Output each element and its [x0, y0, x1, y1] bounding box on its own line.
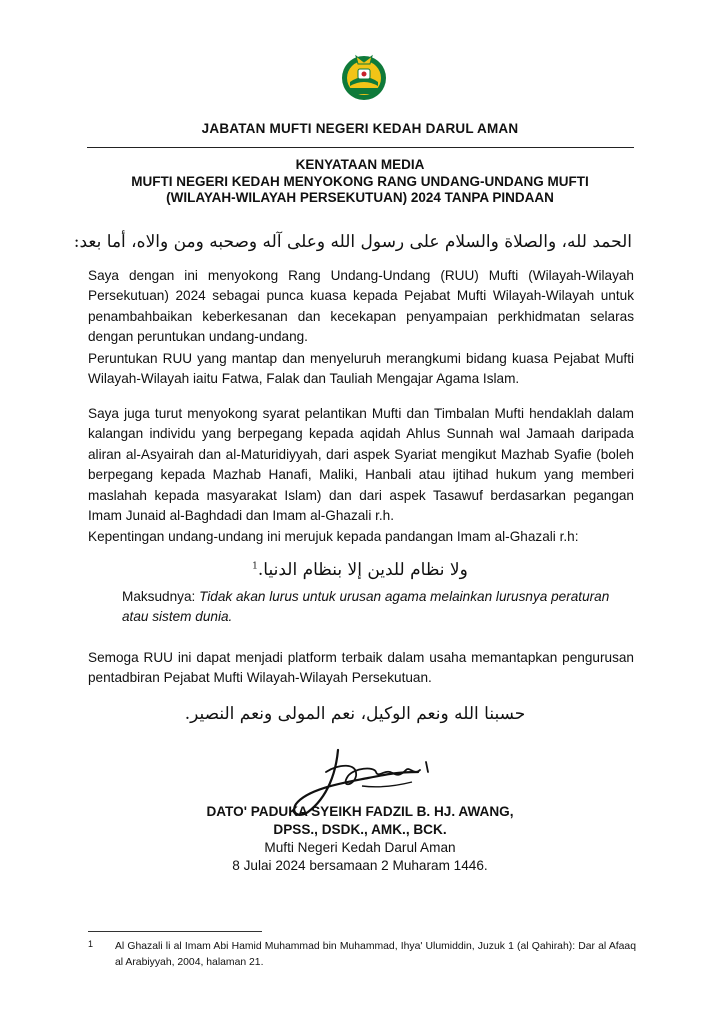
signatory-name: DATO' PADUKA SYEIKH FADZIL B. HJ. AWANG, — [206, 804, 514, 819]
organization-name: JABATAN MUFTI NEGERI KEDAH DARUL AMAN — [201, 121, 519, 136]
quote-meaning — [122, 587, 618, 628]
paragraph-1: Saya dengan ini menyokong Rang Undang-Undang (RUU) Mufti (Wilayah-Wilayah Persekutuan) 2024 sebagai punca kuasa kepada Pejabat Mufti Wilayah-Wilayah untuk penambahbaikan keberkesanan dan kecekapan penyampaian perkhidmatan selaras dengan peruntukan undang-undang. — [88, 268, 634, 345]
paragraph-closing: Semoga RUU ini dapat menjadi platform terbaik dalam usaha memantapkan pengurusan pentadbiran Pejabat Mufti Wilayah-Wilayah Persekutuan. — [88, 650, 634, 686]
header-divider — [87, 147, 634, 148]
meaning-label: Maksudnya: — [122, 589, 196, 604]
arabic-opening: الحمد لله، والصلاة والسلام على رسول الله وعلى آله وصحبه ومن والاه، أما بعد: — [73, 232, 632, 252]
signatory-position: Mufti Negeri Kedah Darul Aman — [264, 840, 456, 855]
kedah-mufti-crest-icon — [340, 52, 388, 102]
heading-line-2: MUFTI NEGERI KEDAH MENYOKONG RANG UNDANG-UNDANG MUFTI — [131, 173, 589, 189]
footnote-text: Al Ghazali li al Imam Abi Hamid Muhammad bin Muhammad, Ihya' Ulumiddin, Juzuk 1 (al Qahirah): Dar al Afaaq al Arabiyyah, 2004, halaman 21. — [115, 941, 636, 968]
statement-date: 8 Julai 2024 bersamaan 2 Muharam 1446. — [232, 858, 488, 873]
arabic-closing: حسبنا الله ونعم الوكيل، نعم المولى ونعم النصير. — [184, 704, 526, 724]
footnote-mark: 1 — [88, 939, 94, 949]
paragraph-4: Kepentingan undang-undang ini merujuk kepada pandangan Imam al-Ghazali r.h: — [88, 529, 579, 544]
statement-heading — [0, 157, 720, 207]
signatory-credentials: DPSS., DSDK., AMK., BCK. — [273, 822, 447, 837]
arabic-quote-text: ولا نظام للدين إلا بنظام الدنيا. — [257, 560, 468, 580]
footnote-reference: 1 — [252, 561, 258, 572]
arabic-quote — [130, 560, 590, 580]
paragraph-3: Saya juga turut menyokong syarat pelantikan Mufti dan Timbalan Mufti hendaklah dalam kalangan individu yang berpegang kepada aqidah Ahlus Sunnah wal Jamaah daripada aliran al-Asyairah dan al-Maturidiyyah, dari aspek Syariat mengikut Mazhab Syafie (boleh berpegang kepada Mazhab Hanafi, Maliki, Hanbali atau ijtihad hukum yang memberi maslahah kepada masyarakat Islam) dan dari aspek Tasawuf berdasarkan pegangan Imam Junaid al-Baghdadi dan Imam al-Ghazali r.h. — [88, 406, 634, 524]
heading-line-3: (WILAYAH-WILAYAH PERSEKUTUAN) 2024 TANPA PINDAAN — [166, 190, 554, 205]
paragraph-2: Peruntukan RUU yang mantap dan menyeluruh merangkumi bidang kuasa Pejabat Mufti Wilayah-Wilayah iaitu Fatwa, Falak dan Tauliah Mengajar Agama Islam. — [88, 351, 634, 387]
footnote-divider — [88, 931, 262, 932]
meaning-text: Tidak akan lurus untuk urusan agama melainkan lurusnya peraturan atau sistem dunia. — [122, 589, 610, 625]
heading-line-1: KENYATAAN MEDIA — [295, 157, 425, 172]
